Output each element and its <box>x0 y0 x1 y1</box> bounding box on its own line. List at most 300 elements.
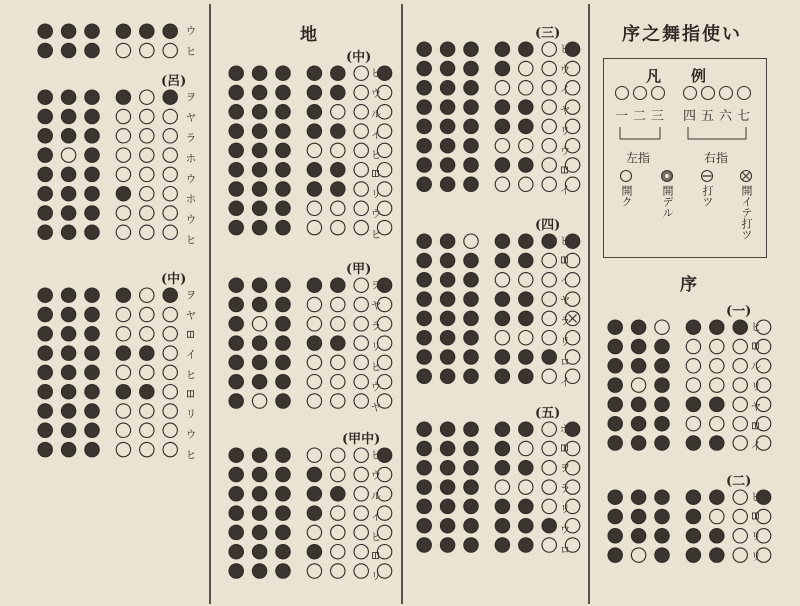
closed-hole <box>440 480 454 494</box>
closed-hole <box>252 467 266 481</box>
section-label: (四) <box>535 218 561 233</box>
closed-hole <box>464 253 478 267</box>
section-label: (一) <box>726 304 752 319</box>
open-hole <box>307 201 321 215</box>
closed-hole <box>229 85 243 99</box>
closed-hole <box>276 85 290 99</box>
closed-hole <box>85 206 99 220</box>
open-hole <box>163 404 177 418</box>
closed-hole <box>85 24 99 38</box>
closed-hole <box>417 100 431 114</box>
closed-hole <box>276 545 290 559</box>
open-hole <box>519 139 533 153</box>
closed-hole <box>229 143 243 157</box>
closed-hole <box>38 90 52 104</box>
closed-hole <box>229 278 243 292</box>
open-hole <box>733 397 747 411</box>
closed-hole <box>519 119 533 133</box>
open-hole <box>163 167 177 181</box>
open-hole <box>331 545 345 559</box>
closed-hole <box>464 158 478 172</box>
finger-number-3: 三 <box>651 109 665 124</box>
closed-hole <box>542 519 556 533</box>
closed-hole <box>85 365 99 379</box>
closed-hole <box>61 307 75 321</box>
fingering-grid <box>228 64 368 238</box>
closed-hole <box>331 163 345 177</box>
open-hole <box>733 490 747 504</box>
closed-hole <box>464 350 478 364</box>
closed-hole <box>229 448 243 462</box>
closed-hole <box>655 529 669 543</box>
closed-hole <box>655 490 669 504</box>
closed-hole <box>85 225 99 239</box>
closed-hole <box>710 397 724 411</box>
closed-hole <box>85 307 99 321</box>
open-hole <box>307 317 321 331</box>
column-divider <box>401 4 403 604</box>
closed-hole <box>229 220 243 234</box>
column-divider <box>588 4 590 604</box>
closed-hole <box>331 278 345 292</box>
closed-hole <box>38 365 52 379</box>
open-hole <box>354 545 368 559</box>
closed-hole <box>61 109 75 123</box>
fingering-notation: ヲヤ⊟イヒ⊟リウヒ <box>184 289 197 470</box>
closed-hole <box>85 327 99 341</box>
closed-hole <box>655 397 669 411</box>
open-hole <box>163 225 177 239</box>
closed-hole <box>417 158 431 172</box>
open-hole <box>163 148 177 162</box>
closed-hole <box>608 320 622 334</box>
open-hole <box>495 177 509 191</box>
open-hole <box>354 506 368 520</box>
closed-hole <box>85 404 99 418</box>
closed-hole <box>519 519 533 533</box>
closed-hole <box>608 548 622 562</box>
open-hole <box>354 564 368 578</box>
open-hole <box>116 423 130 437</box>
closed-hole <box>440 499 454 513</box>
open-hole <box>733 529 747 543</box>
closed-hole <box>608 490 622 504</box>
closed-hole <box>464 177 478 191</box>
open-hole <box>116 365 130 379</box>
open-hole <box>331 201 345 215</box>
closed-hole <box>495 538 509 552</box>
open-hole <box>163 442 177 456</box>
open-hole <box>354 182 368 196</box>
open-hole <box>116 109 130 123</box>
closed-hole <box>710 548 724 562</box>
closed-hole <box>464 331 478 345</box>
closed-hole <box>464 139 478 153</box>
closed-hole <box>440 100 454 114</box>
closed-hole <box>307 105 321 119</box>
open-hole <box>354 487 368 501</box>
open-hole <box>519 81 533 95</box>
closed-hole <box>229 394 243 408</box>
open-tap-hole-icon <box>739 169 753 183</box>
closed-hole <box>464 538 478 552</box>
closed-hole <box>61 206 75 220</box>
closed-hole <box>655 548 669 562</box>
closed-hole <box>519 461 533 475</box>
section-label: (甲) <box>346 262 372 277</box>
closed-hole <box>252 201 266 215</box>
closed-hole <box>495 461 509 475</box>
open-hole <box>331 564 345 578</box>
closed-hole <box>495 42 509 56</box>
closed-hole <box>276 525 290 539</box>
closed-hole <box>61 404 75 418</box>
open-hole <box>163 423 177 437</box>
fingering-notation: ヒ⊟ルリヤ⊟イ <box>749 321 762 461</box>
closed-hole <box>252 66 266 80</box>
half-hole-icon <box>660 169 674 183</box>
fingering-notation: ヒ⊟イヤラリロイ <box>558 235 571 397</box>
closed-hole <box>252 182 266 196</box>
closed-hole <box>631 509 645 523</box>
open-hole <box>331 105 345 119</box>
open-hole <box>307 394 321 408</box>
closed-hole <box>229 467 243 481</box>
closed-hole <box>38 288 52 302</box>
legend-box <box>603 58 767 258</box>
closed-hole <box>276 375 290 389</box>
open-hole <box>495 480 509 494</box>
open-hole <box>331 467 345 481</box>
closed-hole <box>417 461 431 475</box>
closed-hole <box>495 369 509 383</box>
closed-hole <box>519 234 533 248</box>
open-hole <box>354 66 368 80</box>
closed-hole <box>276 278 290 292</box>
fingering-notation: ヒ⊟リリ <box>749 491 762 571</box>
closed-hole <box>464 441 478 455</box>
closed-hole <box>495 61 509 75</box>
open-hole <box>163 365 177 379</box>
closed-hole <box>116 288 130 302</box>
closed-hole <box>229 564 243 578</box>
open-hole <box>519 61 533 75</box>
closed-hole <box>252 163 266 177</box>
closed-hole <box>38 206 52 220</box>
closed-hole <box>38 148 52 162</box>
closed-hole <box>519 369 533 383</box>
closed-hole <box>608 436 622 450</box>
closed-hole <box>542 350 556 364</box>
finger-number-7: 七 <box>737 109 751 124</box>
closed-hole <box>495 119 509 133</box>
closed-hole <box>85 423 99 437</box>
closed-hole <box>464 311 478 325</box>
open-hole <box>140 225 154 239</box>
closed-hole <box>252 220 266 234</box>
open-hole <box>519 480 533 494</box>
closed-hole <box>608 397 622 411</box>
closed-hole <box>229 297 243 311</box>
closed-hole <box>307 66 321 80</box>
closed-hole <box>61 90 75 104</box>
open-hole <box>733 548 747 562</box>
closed-hole <box>519 350 533 364</box>
closed-hole <box>417 441 431 455</box>
open-hole <box>140 129 154 143</box>
legend-key-label: 開デル <box>661 185 674 218</box>
finger-number-1: 一 <box>615 109 629 124</box>
closed-hole <box>464 519 478 533</box>
open-hole <box>116 148 130 162</box>
closed-hole <box>229 355 243 369</box>
open-hole <box>307 220 321 234</box>
open-hole <box>307 564 321 578</box>
closed-hole <box>331 66 345 80</box>
open-hole <box>354 355 368 369</box>
open-hole <box>464 234 478 248</box>
closed-hole <box>85 129 99 143</box>
open-hole <box>655 320 669 334</box>
open-hole <box>331 375 345 389</box>
open-hole <box>354 278 368 292</box>
closed-hole <box>276 201 290 215</box>
open-hole <box>140 327 154 341</box>
closed-hole <box>608 417 622 431</box>
closed-hole <box>307 467 321 481</box>
section-label: (三) <box>535 26 561 41</box>
fingering-notation: ヲヤラリヒウヤ <box>369 279 382 422</box>
closed-hole <box>85 442 99 456</box>
closed-hole <box>38 43 52 57</box>
closed-hole <box>519 311 533 325</box>
closed-hole <box>229 105 243 119</box>
closed-hole <box>229 124 243 138</box>
open-hole <box>686 339 700 353</box>
open-hole <box>307 297 321 311</box>
open-hole <box>542 292 556 306</box>
closed-hole <box>631 397 645 411</box>
open-hole <box>354 317 368 331</box>
closed-hole <box>276 506 290 520</box>
fingering-grid <box>228 276 368 412</box>
closed-hole <box>163 24 177 38</box>
closed-hole <box>417 422 431 436</box>
closed-hole <box>307 278 321 292</box>
closed-hole <box>252 278 266 292</box>
open-hole <box>519 177 533 191</box>
closed-hole <box>229 506 243 520</box>
open-hole <box>140 365 154 379</box>
closed-hole <box>519 499 533 513</box>
closed-hole <box>631 417 645 431</box>
closed-hole <box>252 297 266 311</box>
closed-hole <box>440 311 454 325</box>
page-title: 序之舞指使い <box>622 24 742 45</box>
closed-hole <box>61 442 75 456</box>
closed-hole <box>38 423 52 437</box>
closed-hole <box>495 499 509 513</box>
open-hole <box>331 297 345 311</box>
closed-hole <box>440 139 454 153</box>
closed-hole <box>464 461 478 475</box>
open-hole <box>116 404 130 418</box>
section-label: (中) <box>161 272 187 287</box>
open-hole <box>710 378 724 392</box>
section-label: (呂) <box>161 74 187 89</box>
closed-hole <box>229 163 243 177</box>
closed-hole <box>417 42 431 56</box>
open-hole <box>686 378 700 392</box>
closed-hole <box>229 525 243 539</box>
closed-hole <box>440 538 454 552</box>
open-hole <box>542 139 556 153</box>
fingering-grid <box>416 420 556 556</box>
closed-hole <box>710 529 724 543</box>
fingering-notation: ヒウルイヒ⊟リウヒ <box>369 67 382 249</box>
legend-key-label: 打ツ <box>701 185 714 207</box>
closed-hole <box>686 436 700 450</box>
closed-hole <box>417 61 431 75</box>
open-hole <box>542 119 556 133</box>
closed-hole <box>140 385 154 399</box>
open-hole <box>542 461 556 475</box>
closed-hole <box>229 487 243 501</box>
closed-hole <box>417 369 431 383</box>
closed-hole <box>85 187 99 201</box>
closed-hole <box>440 350 454 364</box>
closed-hole <box>276 220 290 234</box>
finger-number-5: 五 <box>701 109 715 124</box>
open-hole <box>140 206 154 220</box>
closed-hole <box>61 365 75 379</box>
closed-hole <box>307 124 321 138</box>
closed-hole <box>61 43 75 57</box>
closed-hole <box>229 182 243 196</box>
closed-hole <box>276 182 290 196</box>
open-hole <box>331 317 345 331</box>
closed-hole <box>495 350 509 364</box>
open-hole <box>733 417 747 431</box>
open-hole <box>354 220 368 234</box>
closed-hole <box>85 109 99 123</box>
open-hole <box>710 417 724 431</box>
open-hole <box>733 509 747 523</box>
closed-hole <box>440 253 454 267</box>
closed-hole <box>85 346 99 360</box>
open-hole <box>163 385 177 399</box>
fingering-grid <box>607 488 747 566</box>
closed-hole <box>417 139 431 153</box>
closed-hole <box>631 320 645 334</box>
closed-hole <box>229 375 243 389</box>
open-hole <box>542 273 556 287</box>
open-hole <box>354 297 368 311</box>
fingering-grid <box>416 232 556 387</box>
left-hand-label: 左指 <box>626 151 651 165</box>
closed-hole <box>276 105 290 119</box>
open-hole <box>163 109 177 123</box>
closed-hole <box>464 81 478 95</box>
closed-hole <box>140 346 154 360</box>
fingering-notation: ヲヤラホウホウヒ <box>184 91 197 255</box>
open-hole <box>733 359 747 373</box>
closed-hole <box>655 339 669 353</box>
open-hole <box>542 158 556 172</box>
closed-hole <box>710 490 724 504</box>
closed-hole <box>38 404 52 418</box>
closed-hole <box>116 385 130 399</box>
closed-hole <box>464 499 478 513</box>
closed-hole <box>608 339 622 353</box>
open-hole <box>140 423 154 437</box>
closed-hole <box>464 119 478 133</box>
fingering-notation: ヒウルイヒ⊟リ <box>369 449 382 591</box>
closed-hole <box>331 124 345 138</box>
section-label: (二) <box>726 474 752 489</box>
fingering-grid <box>37 88 177 243</box>
closed-hole <box>417 292 431 306</box>
open-hole <box>331 143 345 157</box>
open-hole <box>163 43 177 57</box>
open-hole <box>354 336 368 350</box>
closed-hole <box>116 187 130 201</box>
closed-hole <box>464 273 478 287</box>
closed-hole <box>276 564 290 578</box>
closed-hole <box>229 201 243 215</box>
open-hole <box>354 124 368 138</box>
open-hole-icon <box>619 169 633 183</box>
closed-hole <box>733 320 747 334</box>
open-hole <box>495 273 509 287</box>
closed-hole <box>116 346 130 360</box>
open-hole <box>331 355 345 369</box>
closed-hole <box>307 85 321 99</box>
closed-hole <box>276 336 290 350</box>
closed-hole <box>417 177 431 191</box>
open-hole <box>116 442 130 456</box>
closed-hole <box>686 509 700 523</box>
open-hole <box>542 331 556 345</box>
closed-hole <box>85 43 99 57</box>
closed-hole <box>608 529 622 543</box>
closed-hole <box>331 85 345 99</box>
open-hole <box>542 499 556 513</box>
open-hole <box>542 253 556 267</box>
open-hole <box>116 327 130 341</box>
closed-hole <box>440 461 454 475</box>
open-hole <box>354 448 368 462</box>
fingering-grid <box>607 318 747 454</box>
closed-hole <box>519 100 533 114</box>
closed-hole <box>631 339 645 353</box>
closed-hole <box>229 317 243 331</box>
closed-hole <box>464 61 478 75</box>
fingering-grid <box>37 286 177 460</box>
closed-hole <box>440 234 454 248</box>
closed-hole <box>252 143 266 157</box>
closed-hole <box>631 529 645 543</box>
closed-hole <box>38 187 52 201</box>
closed-hole <box>61 129 75 143</box>
closed-hole <box>631 490 645 504</box>
section-label: (中) <box>346 50 372 65</box>
closed-hole <box>61 288 75 302</box>
open-hole <box>163 206 177 220</box>
open-hole <box>542 311 556 325</box>
closed-hole <box>417 538 431 552</box>
closed-hole <box>686 529 700 543</box>
